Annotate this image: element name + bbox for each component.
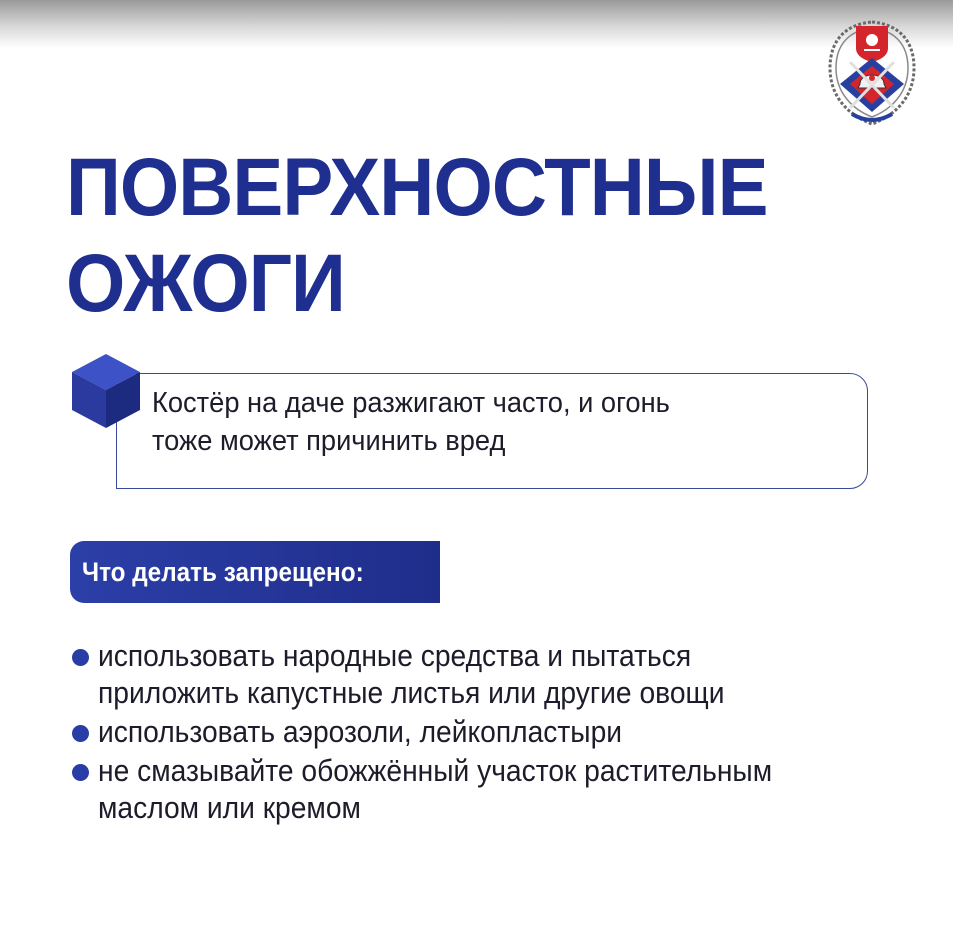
bullet-dot-icon (72, 725, 89, 742)
list-item-text: использовать аэрозоли, лейкопластыри (98, 714, 623, 749)
note-text: Костёр на даче разжигают часто, и огонь тоже может причинить вред (152, 387, 670, 457)
top-shadow (0, 0, 953, 48)
list-item-text: использовать народные средства и пытаться приложить капустные листья или другие овощи (98, 638, 725, 710)
forbidden-label: Что делать запрещено: (82, 557, 364, 587)
list-item (70, 713, 930, 750)
list-item (70, 752, 930, 826)
page-title-line1: ПОВЕРХНОСТНЫЕ (66, 142, 768, 233)
fire-service-emblem-icon (826, 18, 918, 128)
list-item-text: не смазывайте обожжённый участок растительным маслом или кремом (98, 753, 773, 825)
page-title-line2: ОЖОГИ (66, 238, 345, 329)
bullet-dot-icon (72, 764, 89, 781)
cube-icon (70, 352, 142, 430)
bullet-dot-icon (72, 649, 89, 666)
list-item (70, 637, 930, 711)
forbidden-list (70, 637, 930, 828)
